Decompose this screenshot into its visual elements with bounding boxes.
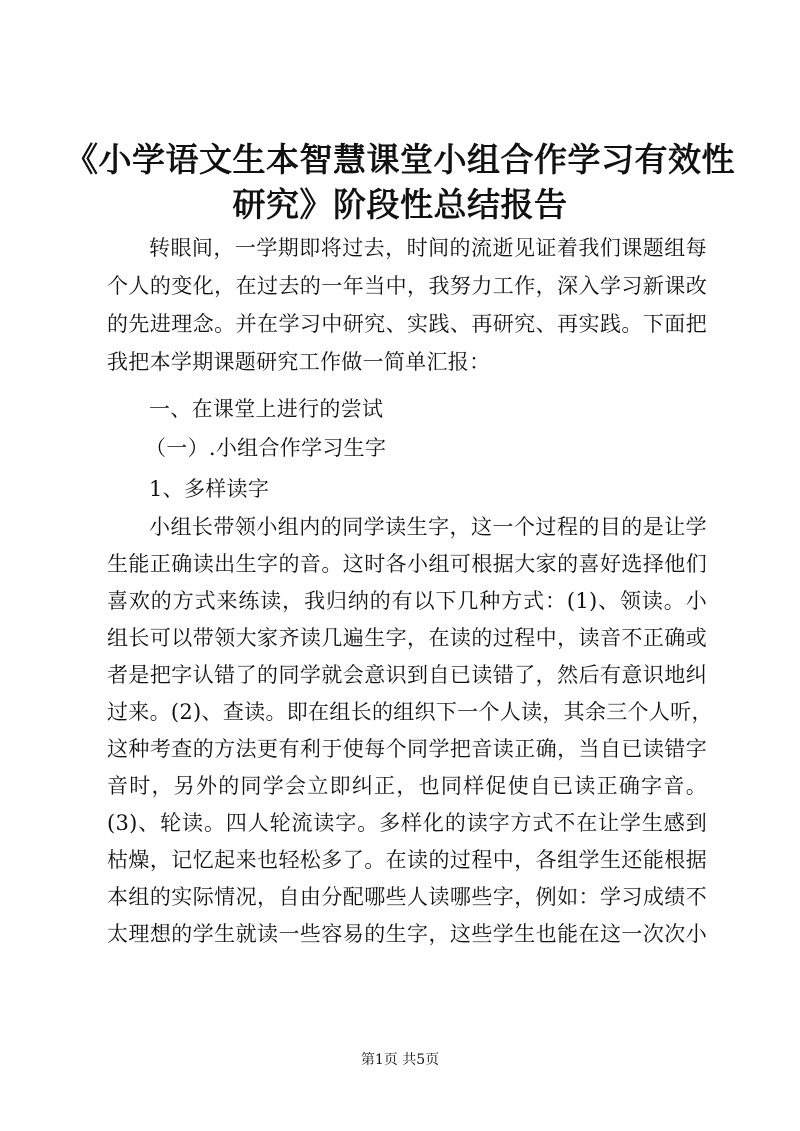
body-line: 本组的实际情况，自由分配哪些人读哪些字，例如：学习成绩不: [107, 885, 707, 909]
document-title-line-1: 《小学语文生本智慧课堂小组合作学习有效性: [65, 140, 735, 179]
body-line: 喜欢的方式来练读，我归纳的有以下几种方式：(1)、领读。小: [107, 589, 707, 613]
body-line: 者是把字认错了的同学就会意识到自已读错了，然后有意识地纠: [107, 663, 707, 687]
body-line: 过来。(2)、查读。即在组长的组织下一个人读，其余三个人听，: [107, 700, 713, 724]
body-line: 转眼间，一学期即将过去，时间的流逝见证着我们课题组每: [149, 236, 707, 260]
body-line: 我把本学期课题研究工作做一简单汇报：: [107, 350, 491, 374]
document-title-line-2: 研究》阶段性总结报告: [232, 185, 568, 224]
body-line: 的先进理念。并在学习中研究、实践、再研究、再实践。下面把: [107, 312, 707, 336]
body-line: 生能正确读出生字的音。这时各小组可根据大家的喜好选择他们: [107, 552, 707, 576]
section-heading: 一、在课堂上进行的尝试: [149, 397, 384, 421]
page-footer: 第1页 共5页: [360, 1052, 440, 1068]
subsection-heading: （一）.小组合作学习生字: [145, 436, 387, 460]
body-line: 这种考查的方法更有利于使每个同学把音读正确，当自已读错字: [107, 737, 707, 761]
body-line: 组长可以带领大家齐读几遍生字，在读的过程中，读音不正确或: [107, 626, 707, 650]
item-heading: 1、多样读字: [149, 477, 270, 501]
body-line: 小组长带领小组内的同学读生字，这一个过程的目的是让学: [149, 515, 707, 539]
body-line: 个人的变化，在过去的一年当中，我努力工作，深入学习新课改: [107, 274, 707, 298]
body-line: (3)、轮读。四人轮流读字。多样化的读字方式不在让学生感到: [107, 811, 707, 835]
body-line: 音时，另外的同学会立即纠正，也同样促使自已读正确字音。: [107, 774, 707, 798]
body-line: 枯燥，记忆起来也轻松多了。在读的过程中，各组学生还能根据: [107, 848, 707, 872]
body-line: 太理想的学生就读一些容易的生字，这些学生也能在这一次次小: [107, 922, 707, 946]
